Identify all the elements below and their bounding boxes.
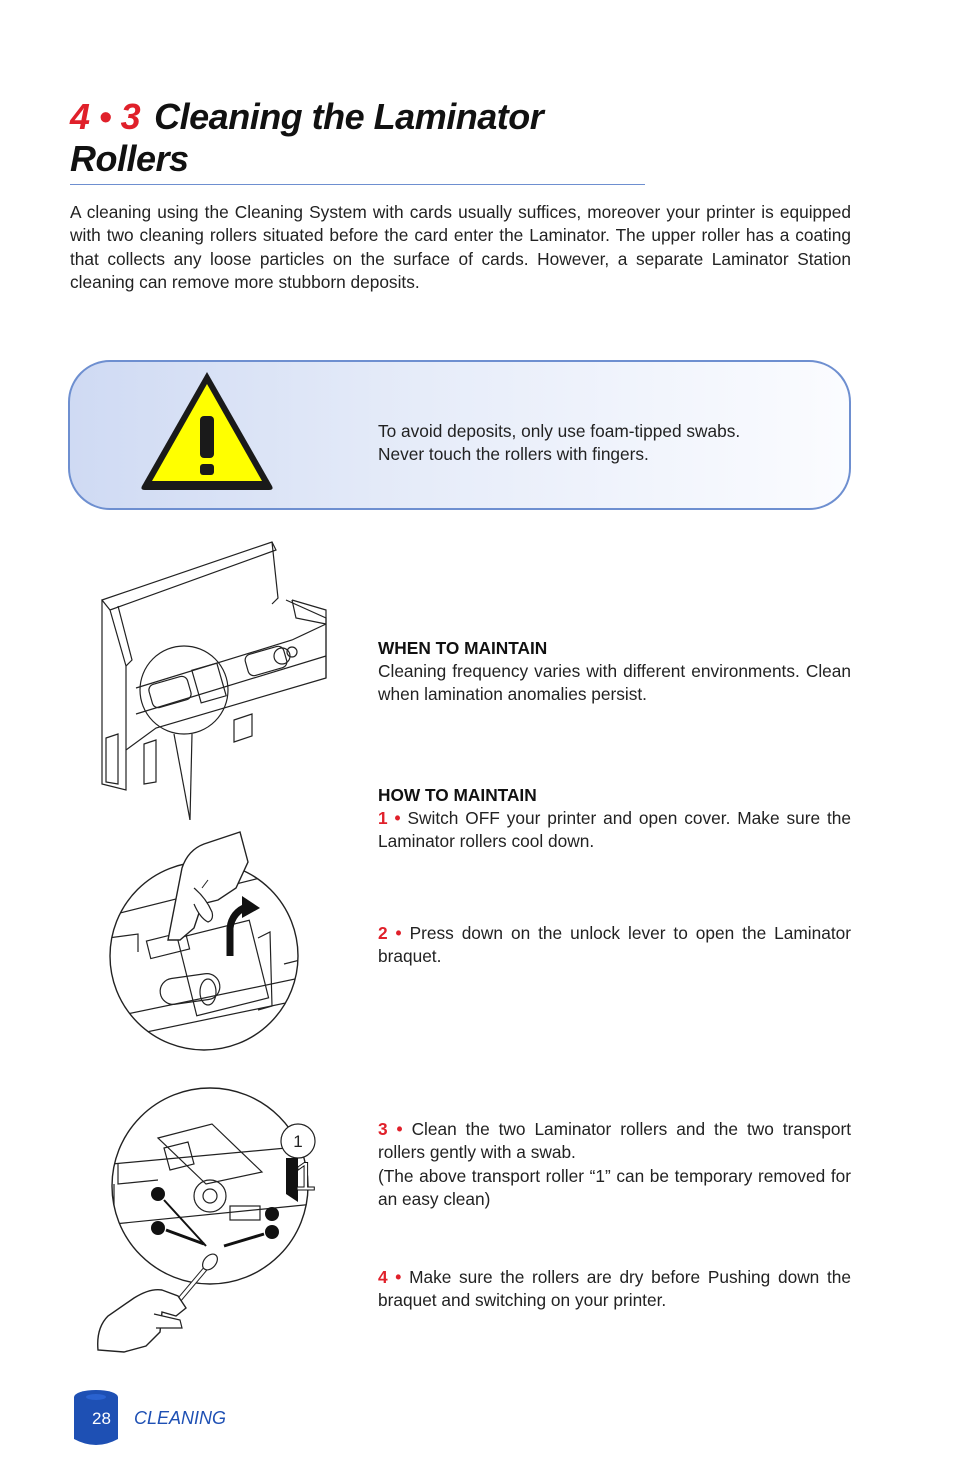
step-1	[378, 807, 851, 854]
page-number: 28	[92, 1409, 111, 1428]
step-1-number: 1 •	[378, 808, 401, 828]
step-2	[378, 922, 851, 969]
page-title	[70, 96, 645, 185]
section-title: Cleaning the Laminator Rollers	[70, 96, 544, 179]
when-text: Cleaning frequency varies with different environments. Clean when lamination anomalies persist.	[378, 661, 851, 705]
how-heading: HOW TO MAINTAIN	[378, 785, 537, 805]
step-1-text: Switch OFF your printer and open cover. Make sure the Laminator rollers cool down.	[378, 808, 852, 852]
step-3-number: 3 •	[378, 1119, 403, 1139]
press-lever-illustration	[108, 828, 300, 1054]
when-heading: WHEN TO MAINTAIN	[378, 638, 548, 658]
warning-line-2: Never touch the rollers with fingers.	[378, 444, 649, 465]
step-4-number: 4 •	[378, 1267, 402, 1287]
step-4	[378, 1266, 851, 1313]
callout-small-label: 1	[293, 1132, 303, 1151]
step-2-number: 2 •	[378, 923, 402, 943]
step-4-text: Make sure the rollers are dry before Pushing down the braquet and switching on your printer.	[378, 1267, 851, 1311]
step-2-text: Press down on the unlock lever to open the Laminator braquet.	[378, 923, 851, 967]
footer-section-label: CLEANING	[134, 1408, 227, 1428]
printer-illustration	[96, 538, 354, 820]
warning-line-1: To avoid deposits, only use foam-tipped swabs.	[378, 421, 741, 441]
callout-large-label: 1	[294, 1155, 317, 1199]
step-3	[378, 1118, 851, 1211]
intro-paragraph: A cleaning using the Cleaning System with cards usually suffices, moreover your printer is equipped with two cleaning rollers situated before the card enter the Laminator. The upper roller has a coating that collects any loose particles on the surface of cards. However, a separate Laminator Station cleaning can remove more stubborn deposits.	[70, 202, 851, 292]
warning-text	[378, 420, 838, 467]
swab-cleaning-illustration	[94, 1084, 330, 1354]
step-3-note: (The above transport roller “1” can be temporary removed for an easy clean)	[378, 1165, 851, 1209]
section-number: 4 • 3	[70, 96, 141, 137]
step-3-text: Clean the two Laminator rollers and the two transport rollers gently with a swab.	[378, 1119, 851, 1163]
warning-icon	[138, 368, 276, 494]
